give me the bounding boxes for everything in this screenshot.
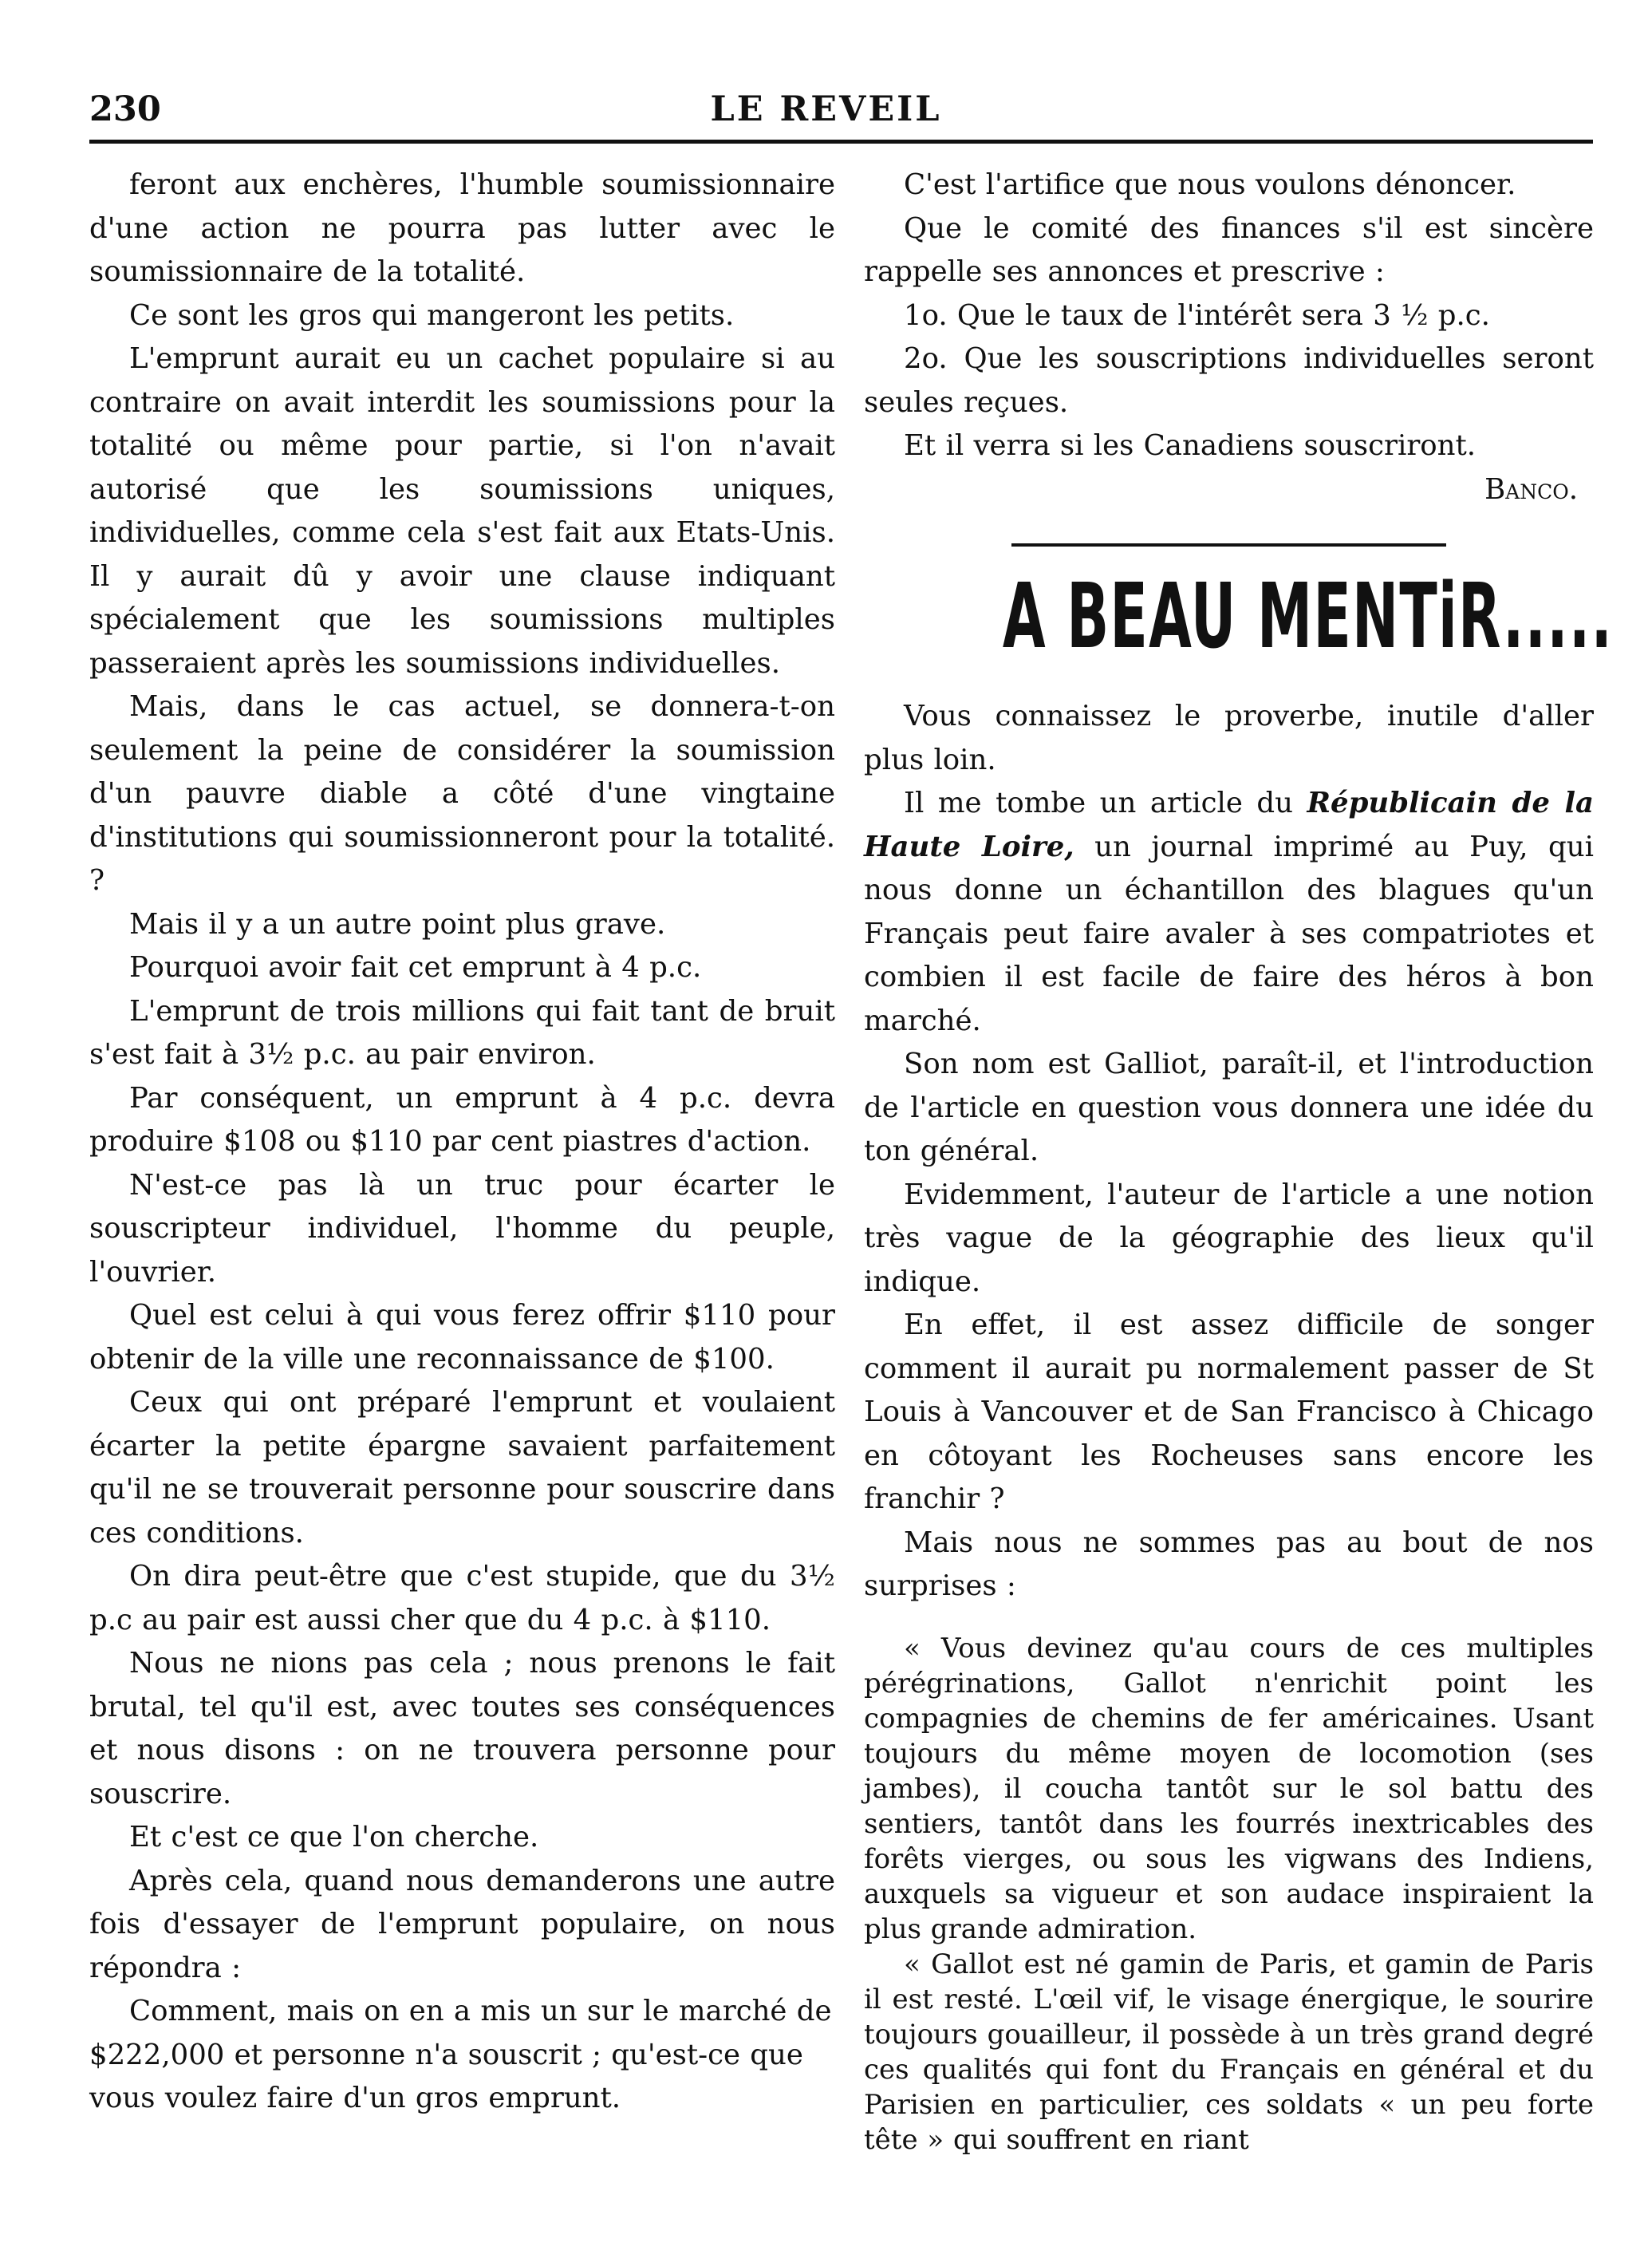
journal-title: LE REVEIL	[710, 89, 942, 129]
paragraph: Comment, mais on en a mis un sur le marché de $222,000 et personne n'a souscrit ; qu'est-ce que vous voulez faire d'un gros emprunt.	[89, 1995, 832, 2114]
spacer	[864, 673, 1594, 695]
paragraph: Mais il y a un autre point plus grave.	[129, 907, 666, 941]
header-rule	[89, 140, 1593, 144]
newspaper-name: Républicain de la Haute Loire,	[864, 787, 1595, 863]
paragraph: N'est-ce pas là un truc pour écarter le souscripteur individuel, l'homme du peuple, l'ouvrier.	[89, 1168, 835, 1289]
paragraph: Pourquoi avoir fait cet emprunt à 4 p.c.	[129, 951, 702, 984]
paragraph: C'est l'artifice que nous voulons dénoncer.	[904, 168, 1516, 201]
paragraph: Mais, dans le cas actuel, se donnera-t-on seulement la peine de considérer la soumission d'un pauvre diable a côté d'une vingtaine d'institutions qui soumissionneront pour la totalité. ?	[89, 690, 835, 897]
quoted-paragraph: « Vous devinez qu'au cours de ces multiples pérégrinations, Gallot n'enrichit point les compagnies de chemins de fer américaines. Usant toujours du même moyen de locomotion (ses jambes), il coucha tantôt sur le sol battu des sentiers, tantôt dans les fourrés inextricables des forêts vierges, ou sous les vigwans des Indiens, auxquels sa vigueur et son audace inspiraient la plus grande admiration.	[864, 1632, 1594, 1945]
page-number: 230	[89, 89, 161, 129]
paragraph: En effet, il est assez difficile de songer comment il aurait pu normalement passer de St Louis à Vancouver et de San Francisco à Chicago en côtoyant les Rocheuses sans encore les franchir ?	[864, 1309, 1594, 1515]
paragraph: Vous connaissez le proverbe, inutile d'aller plus loin.	[864, 700, 1594, 776]
paragraph: Ce sont les gros qui mangeront les petits.	[129, 298, 735, 332]
left-column	[89, 164, 835, 2121]
paragraph-text: Il me tombe un article du	[904, 787, 1307, 819]
paragraph: 2o. Que les souscriptions individuelles seront seules reçues.	[864, 342, 1594, 419]
paragraph: Mais nous ne sommes pas au bout de nos surprises :	[864, 1526, 1594, 1602]
paragraph: Ceux qui ont préparé l'emprunt et voulaient écarter la petite épargne savaient parfaitement qu'il ne se trouverait personne pour souscrire dans ces conditions.	[89, 1386, 835, 1549]
article-divider	[1011, 543, 1446, 547]
paragraph: L'emprunt aurait eu un cachet populaire si au contraire on avait interdit les soumissions pour la totalité ou même pour partie, si l'on n'avait autorisé que les soumissions uniques, individuelles, comme cela s'est fait aux Etats-Unis. Il y aurait dû y avoir une clause indiquant spécialement que les soumissions multiples passeraient après les soumissions individuelles.	[89, 342, 835, 680]
paragraph	[864, 782, 1594, 1043]
right-column	[864, 164, 1614, 2157]
paragraph: 1o. Que le taux de l'intérêt sera 3 ½ p.c.	[904, 298, 1490, 332]
paragraph: On dira peut-être que c'est stupide, que du 3½ p.c au pair est aussi cher que du 4 p.c. à $110.	[89, 1560, 835, 1636]
paragraph: Son nom est Galliot, paraît-il, et l'introduction de l'article en question vous donnera une idée du ton général.	[864, 1048, 1594, 1167]
paragraph: Par conséquent, un emprunt à 4 p.c. devra produire $108 ou $110 par cent piastres d'action.	[89, 1081, 835, 1158]
quoted-paragraph: « Gallot est né gamin de Paris, et gamin de Paris il est resté. L'œil vif, le visage énergique, le sourire toujours gouailleur, il possède à un très grand degré ces qualités qui font du Français en général et du Parisien en particulier, ces soldats « un peu forte tête » qui souffrent en riant	[864, 1948, 1594, 2156]
author-signature: Banco.	[1484, 472, 1578, 506]
paragraph: Evidemment, l'auteur de l'article a une notion très vague de la géographie des lieux qu'il indique.	[864, 1178, 1594, 1298]
paragraph: feront aux enchères, l'humble soumissionnaire d'une action ne pourra pas lutter avec le soumissionnaire de la totalité.	[89, 168, 835, 288]
paragraph: Et il verra si les Canadiens souscriront.	[904, 429, 1477, 462]
paragraph: Nous ne nions pas cela ; nous prenons le fait brutal, tel qu'il est, avec toutes ses conséquences et nous disons : on ne trouvera personne pour souscrire.	[89, 1647, 835, 1810]
article-headline: A BEAU MENTiR.....	[1002, 565, 1614, 669]
paragraph: Que le comité des finances s'il est sincère rappelle ses annonces et prescrive :	[864, 211, 1594, 288]
paragraph: Quel est celui à qui vous ferez offrir $110 pour obtenir de la ville une reconnaissance de $100.	[89, 1299, 835, 1376]
paragraph: Et c'est ce que l'on cherche.	[129, 1821, 539, 1853]
spacer	[864, 1609, 1594, 1631]
paragraph-text: un journal imprimé au Puy, qui nous donne un échantillon des blagues qu'un Français peut faire avaler à ses compatriotes et combien il est facile de faire des héros à bon marché.	[864, 830, 1594, 1037]
paragraph: L'emprunt de trois millions qui fait tant de bruit s'est fait à 3½ p.c. au pair environ.	[89, 994, 835, 1071]
paragraph: Après cela, quand nous demanderons une autre fois d'essayer de l'emprunt populaire, on nous répondra :	[89, 1864, 835, 1984]
